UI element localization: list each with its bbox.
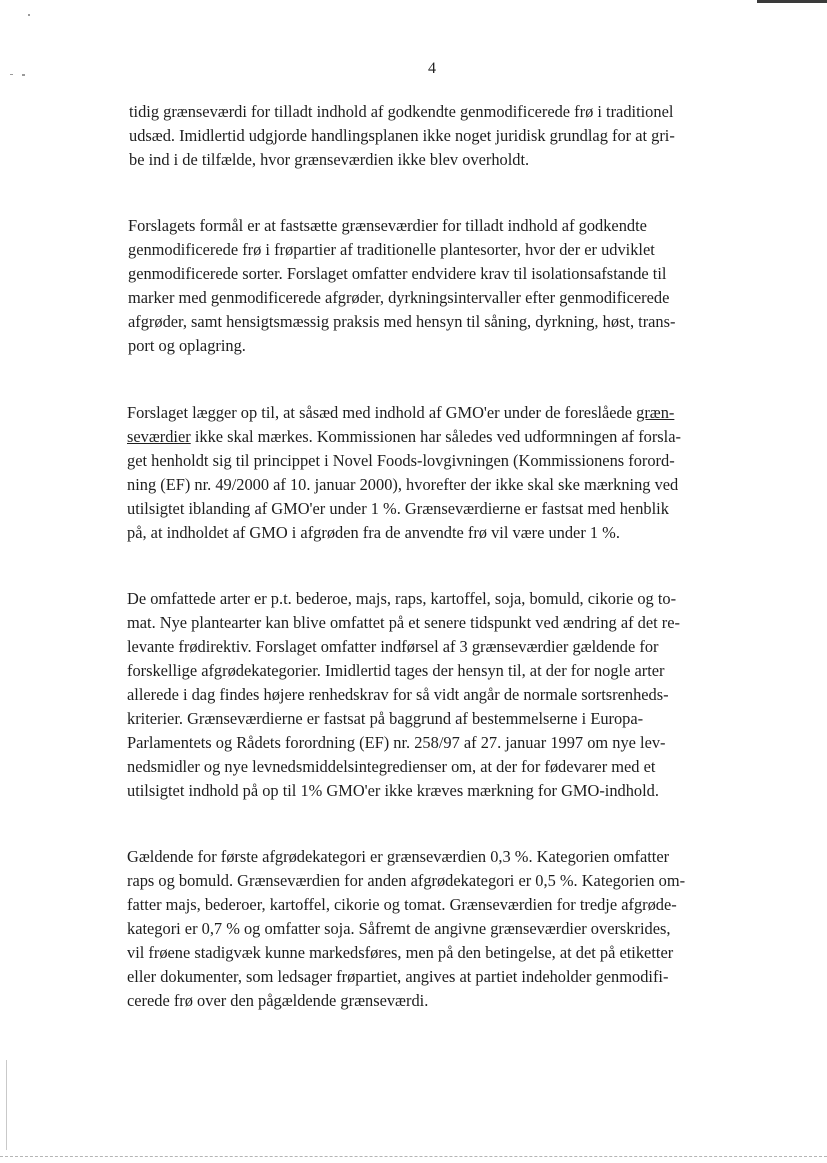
text-line: kriterier. Grænseværdierne er fastsat på baggrund af bestemmelserne i Europa-: [127, 709, 644, 728]
underlined-term: græn-: [636, 403, 675, 422]
text-line: nedsmidler og nye levnedsmiddelsintegredienser om, at der for fødevarer med et: [127, 757, 656, 776]
page-number: 4: [428, 60, 436, 77]
scan-speck: [10, 74, 13, 75]
text-line: eller dokumenter, som ledsager frøpartiet, angives at partiet indeholder genmodifi-: [127, 967, 669, 986]
text-line: utilsigtet indhold på op til 1% GMO'er ikke kræves mærkning for GMO-indhold.: [127, 781, 659, 800]
scan-speck: [22, 74, 25, 76]
text-line: genmodificerede sorter. Forslaget omfatter endvidere krav til isolationsafstande til: [128, 264, 667, 283]
text-line: fatter majs, bederoer, kartoffel, cikorie og tomat. Grænseværdien for tredje afgrøde-: [127, 895, 677, 914]
text-line: på, at indholdet af GMO i afgrøden fra de anvendte frø vil være under 1 %.: [127, 523, 620, 542]
paragraph-purpose: [128, 214, 738, 358]
text-segment: Forslaget lægger op til, at såsæd med indhold af GMO'er under de foreslåede: [127, 403, 637, 422]
text-line: allerede i dag findes højere renhedskrav for så vidt angår de normale sortsrenheds-: [127, 685, 669, 704]
text-line: utilsigtet iblanding af GMO'er under 1 %. Grænseværdierne er fastsat med henblik: [127, 499, 669, 518]
text-line: tidig grænseværdi for tilladt indhold af godkendte genmodificerede frø i traditionel: [129, 102, 674, 121]
paragraph-thresholds: [127, 845, 737, 1013]
text-segment: ikke skal mærkes. Kommissionen har således ved udformningen af forsla-: [190, 427, 681, 446]
text-line: kategori er 0,7 % og omfatter soja. Såfremt de angivne grænseværdier overskrides,: [127, 919, 671, 938]
scan-edge-top: [757, 0, 827, 3]
text-line: De omfattede arter er p.t. bederoe, majs, raps, kartoffel, soja, bomuld, cikorie og to-: [127, 589, 677, 608]
text-line: Parlamentets og Rådets forordning (EF) nr. 258/97 af 27. januar 1997 om nye lev-: [127, 733, 666, 752]
scan-edge-bottom: [0, 1156, 827, 1158]
scan-speck: [28, 14, 30, 16]
paragraph-labelling: [127, 401, 737, 545]
paragraph-species: [127, 587, 737, 803]
text-line: ning (EF) nr. 49/2000 af 10. januar 2000), hvorefter der ikke skal ske mærkning ved: [127, 475, 679, 494]
scan-edge-left: [6, 1060, 7, 1150]
text-line: vil frøene stadigvæk kunne markedsføres, men på den betingelse, at det på etiketter: [127, 943, 674, 962]
underlined-term: seværdier: [127, 427, 191, 446]
text-line: levante frødirektiv. Forslaget omfatter indførsel af 3 grænseværdier gældende for: [127, 637, 659, 656]
text-line: [127, 401, 737, 425]
paragraph-intro-continued: [129, 100, 739, 172]
text-line: afgrøder, samt hensigtsmæssig praksis med hensyn til såning, dyrkning, høst, trans-: [128, 312, 676, 331]
text-line: raps og bomuld. Grænseværdien for anden afgrødekategori er 0,5 %. Kategorien om-: [127, 871, 686, 890]
text-line: udsæd. Imidlertid udgjorde handlingsplanen ikke noget juridisk grundlag for at gri-: [129, 126, 675, 145]
text-line: forskellige afgrødekategorier. Imidlertid tages der hensyn til, at der for nogle arter: [127, 661, 665, 680]
text-line: cerede frø over den pågældende grænseværdi.: [127, 991, 429, 1010]
text-line: Gældende for første afgrødekategori er grænseværdien 0,3 %. Kategorien omfatter: [127, 847, 670, 866]
text-line: get henholdt sig til princippet i Novel Foods-lovgivningen (Kommissionens forord-: [127, 451, 675, 470]
text-line: marker med genmodificerede afgrøder, dyrkningsintervaller efter genmodificerede: [128, 288, 670, 307]
text-line: genmodificerede frø i frøpartier af traditionelle plantesorter, hvor der er udviklet: [128, 240, 655, 259]
text-line: mat. Nye plantearter kan blive omfattet på et senere tidspunkt ved ændring af det re-: [127, 613, 680, 632]
text-line: port og oplagring.: [128, 336, 246, 355]
text-line: Forslagets formål er at fastsætte grænseværdier for tilladt indhold af godkendte: [128, 216, 647, 235]
text-line: [127, 425, 737, 449]
text-line: be ind i de tilfælde, hvor grænseværdien ikke blev overholdt.: [129, 150, 530, 169]
